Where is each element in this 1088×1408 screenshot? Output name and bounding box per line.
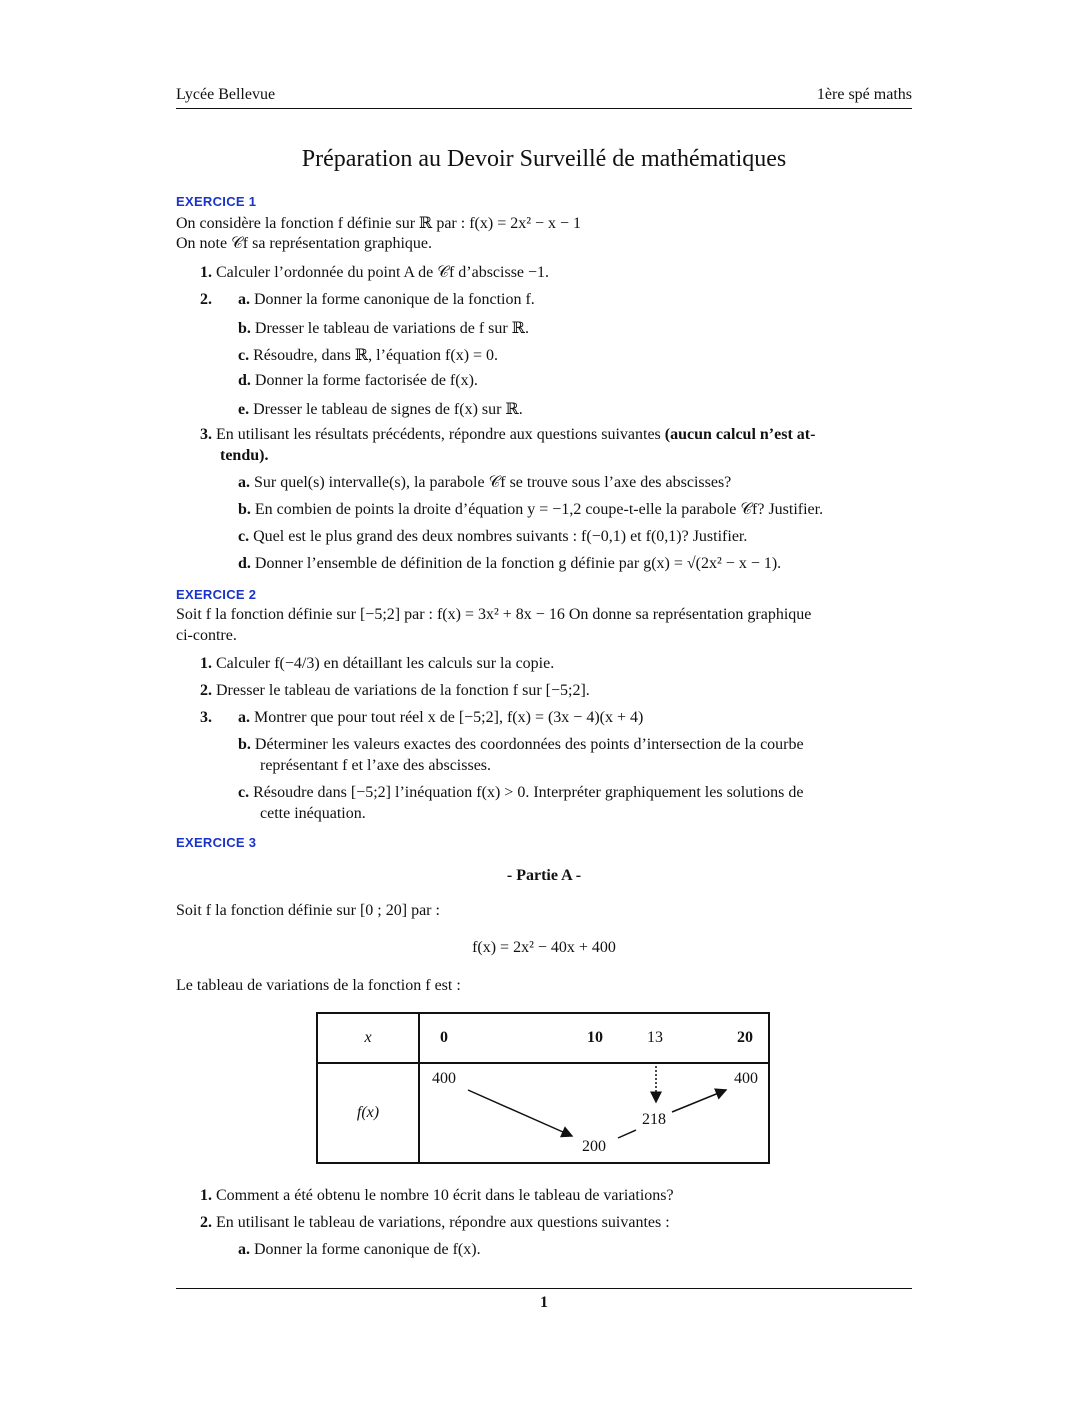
ex1-q2-item-a: a. Donner la forme canonique de la fonction f. bbox=[238, 291, 535, 308]
variation-table bbox=[316, 1012, 770, 1164]
ex1-question-1: 1. Calculer l’ordonnée du point A de 𝒞f d’abscisse −1. bbox=[200, 264, 550, 281]
variation-arrows bbox=[420, 1064, 772, 1164]
exercise-2-intro-2: ci-contre. bbox=[176, 627, 237, 644]
part-a-heading: - Partie A - bbox=[506, 867, 582, 884]
ex1-q3-item-a: a. Sur quel(s) intervalle(s), la parabole 𝒞f se trouve sous l’axe des abscisses? bbox=[238, 474, 732, 491]
ex2-q3-item-b: b. Déterminer les valeurs exactes des coordonnées des points d’intersection de la courbe bbox=[238, 736, 804, 753]
page-header bbox=[176, 86, 912, 104]
x-values-row bbox=[419, 1013, 769, 1063]
ex1-q3-item-c: c. Quel est le plus grand des deux nombres suivants : f(−0,1) et f(0,1)? Justifier. bbox=[238, 528, 748, 545]
ex2-question-3: 3. bbox=[200, 709, 212, 726]
ex3-q2-item-a: a. Donner la forme canonique de f(x). bbox=[238, 1241, 481, 1258]
ex1-question-3: 3. En utilisant les résultats précédents, répondre aux questions suivantes (aucun calcul n’est at- bbox=[200, 426, 816, 443]
exercise-3-heading: EXERCICE 3 bbox=[176, 835, 257, 850]
ex2-q3-item-c-cont: cette inéquation. bbox=[260, 805, 366, 822]
table-intro: Le tableau de variations de la fonction f est : bbox=[176, 977, 461, 994]
exercise-1-heading: EXERCICE 1 bbox=[176, 194, 257, 209]
fx-label: f(x) bbox=[317, 1063, 419, 1163]
ex2-question-1: 1. Calculer f(−4/3) en détaillant les calculs sur la copie. bbox=[200, 655, 555, 672]
x-value: 0 bbox=[440, 1029, 448, 1046]
ex3-question-1: 1. Comment a été obtenu le nombre 10 écrit dans le tableau de variations? bbox=[200, 1187, 674, 1204]
x-value: 10 bbox=[587, 1029, 603, 1046]
ex2-q3-item-c: c. Résoudre dans [−5;2] l’inéquation f(x) > 0. Interpréter graphiquement les solutions de bbox=[238, 784, 804, 801]
increasing-arrow-1 bbox=[618, 1130, 636, 1138]
x-label: x bbox=[317, 1013, 419, 1063]
f-value-end: 400 bbox=[734, 1070, 758, 1087]
f-value-mid: 218 bbox=[642, 1111, 666, 1128]
ex1-q2-item-d: d. Donner la forme factorisée de f(x). bbox=[238, 372, 478, 389]
x-value: 13 bbox=[647, 1029, 663, 1046]
header-divider bbox=[176, 108, 912, 109]
exercise-1-intro-2: On note 𝒞f sa représentation graphique. bbox=[176, 235, 433, 252]
school-name: Lycée Bellevue bbox=[176, 86, 276, 103]
footer-divider bbox=[176, 1288, 912, 1289]
exercise-3-formula: f(x) = 2x² − 40x + 400 bbox=[472, 939, 616, 956]
ex1-question-2: 2. bbox=[200, 291, 212, 308]
exercise-2-intro: Soit f la fonction définie sur [−5;2] par : f(x) = 3x² + 8x − 16 On donne sa représentation graphique bbox=[176, 606, 812, 623]
ex2-q3-item-a: a. Montrer que pour tout réel x de [−5;2], f(x) = (3x − 4)(x + 4) bbox=[238, 709, 644, 726]
ex1-q3-item-d: d. Donner l’ensemble de définition de la fonction g définie par g(x) = √(2x² − x − 1). bbox=[238, 555, 782, 572]
page-title: Préparation au Devoir Surveillé de mathématiques bbox=[301, 146, 787, 172]
decreasing-arrow bbox=[468, 1090, 572, 1136]
f-value-start: 400 bbox=[432, 1070, 456, 1087]
ex2-question-2: 2. Dresser le tableau de variations de la fonction f sur [−5;2]. bbox=[200, 682, 590, 699]
ex1-q2-item-e: e. Dresser le tableau de signes de f(x) sur ℝ. bbox=[238, 401, 523, 418]
page-number: 1 bbox=[540, 1294, 548, 1311]
ex3-question-2: 2. En utilisant le tableau de variations, répondre aux questions suivantes : bbox=[200, 1214, 670, 1231]
ex1-question-3-cont: tendu). bbox=[220, 447, 269, 464]
increasing-arrow-2 bbox=[672, 1090, 726, 1112]
course-name: 1ère spé maths bbox=[816, 86, 912, 103]
ex1-q2-item-b: b. Dresser le tableau de variations de f sur ℝ. bbox=[238, 320, 529, 337]
exercise-3-intro: Soit f la fonction définie sur [0 ; 20] par : bbox=[176, 902, 440, 919]
exercise-1-intro: On considère la fonction f définie sur ℝ par : f(x) = 2x² − x − 1 bbox=[176, 215, 582, 232]
ex1-q3-item-b: b. En combien de points la droite d’équation y = −1,2 coupe-t-elle la parabole 𝒞f? Justifier. bbox=[238, 501, 824, 518]
exercise-2-heading: EXERCICE 2 bbox=[176, 587, 257, 602]
f-values-row bbox=[419, 1063, 769, 1163]
ex2-q3-item-b-cont: représentant f et l’axe des abscisses. bbox=[260, 757, 492, 774]
x-value: 20 bbox=[737, 1029, 753, 1046]
f-value-min: 200 bbox=[582, 1138, 606, 1155]
ex1-q2-item-c: c. Résoudre, dans ℝ, l’équation f(x) = 0. bbox=[238, 347, 499, 364]
